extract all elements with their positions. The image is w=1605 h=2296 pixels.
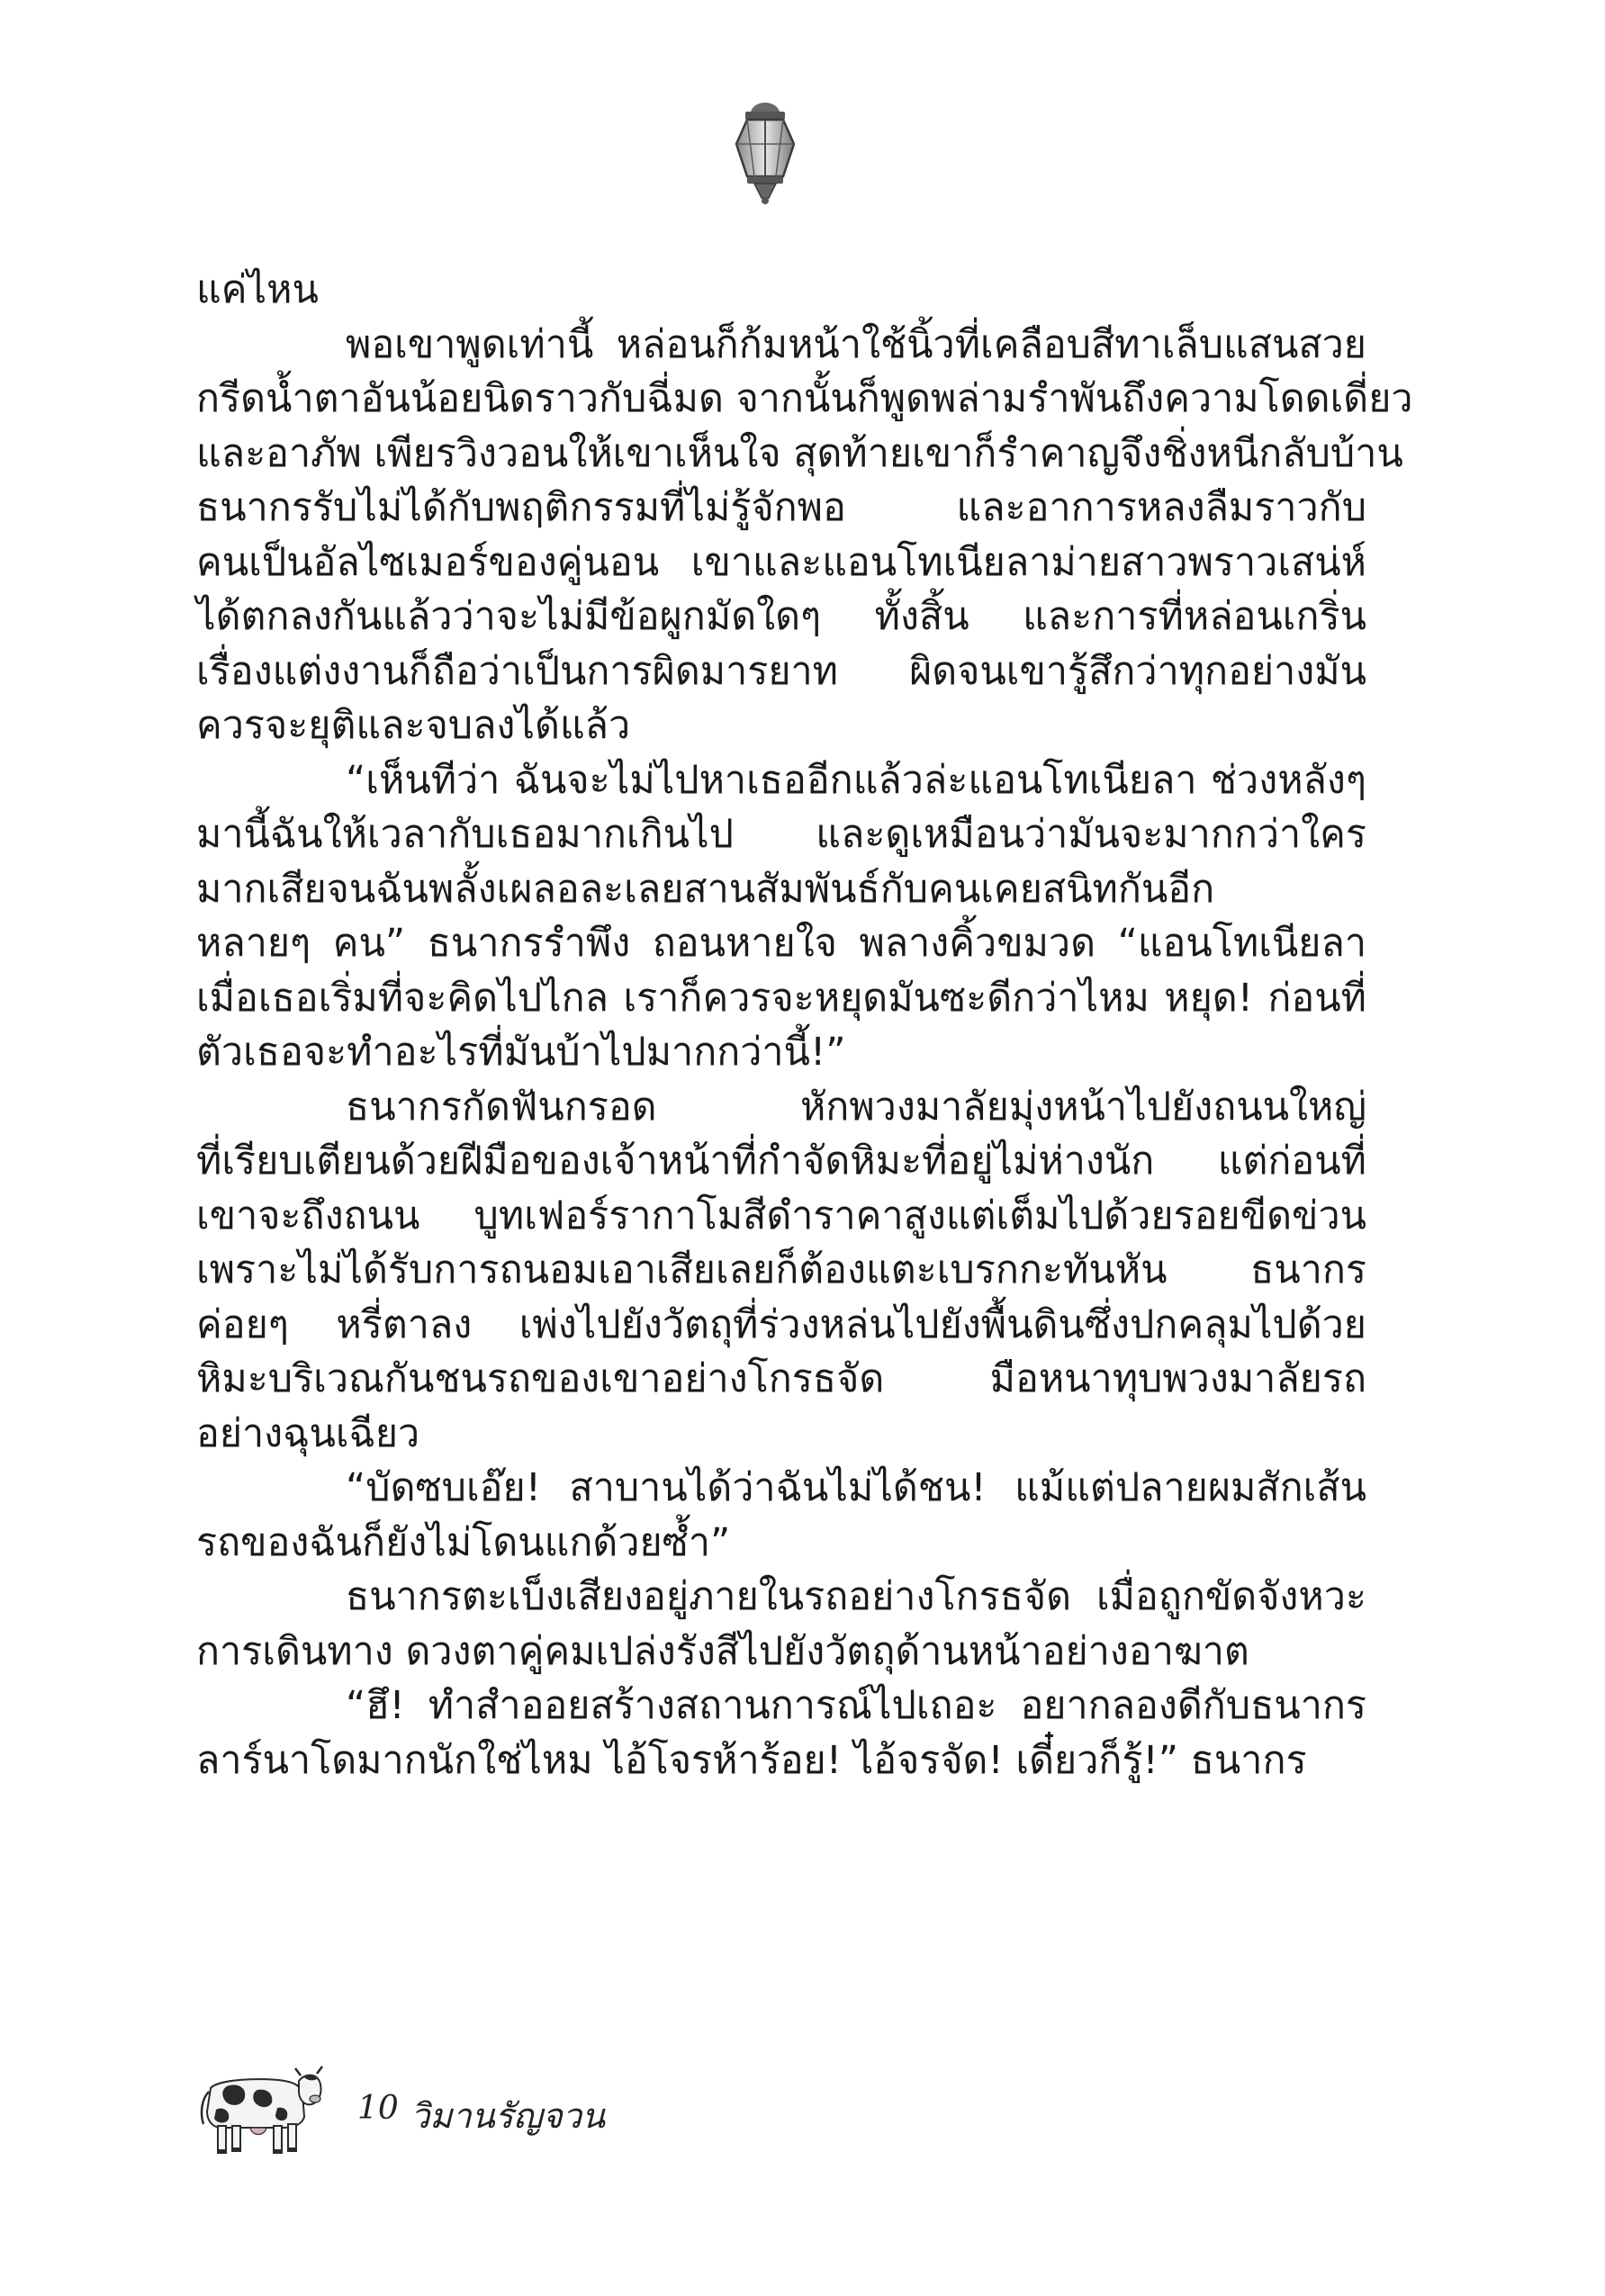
text-line: ตัวเธอจะทำอะไรที่มันบ้าไปมากกว่านี้!” (196, 1030, 846, 1075)
text-line: เรื่องแต่งงานก็ถือว่าเป็นการผิดมารยาท ผิดจนเขารู้สึกว่าทุกอย่างมัน (196, 648, 1366, 694)
page-number: 10 (357, 2090, 399, 2127)
text-line: รถของฉันก็ยังไม่โดนแกด้วยซ้ำ” (196, 1519, 731, 1565)
paragraph (196, 1461, 1366, 1570)
book-title: วิมานรัญจวน (410, 2096, 606, 2136)
paragraph (196, 1679, 1366, 1787)
text-line: การเดินทาง ดวงตาคู่คมเปล่งรังสีไปยังวัตถุด้านหน้าอย่างอาฆาต (196, 1628, 1249, 1674)
text-line: คนเป็นอัลไซเมอร์ของคู่นอน เขาและแอนโทเนียลาม่ายสาวพราวเสน่ห์ (196, 539, 1366, 585)
text-line: และอาภัพ เพียรวิงวอนให้เขาเห็นใจ สุดท้ายเขาก็รำคาญจึงชิ่งหนีกลับบ้าน (196, 430, 1403, 476)
text-line: “บัดซบเอ๊ย! สาบานได้ว่าฉันไม่ได้ชน! แม้แต่ปลายผมสักเส้น (346, 1465, 1366, 1510)
text-line: เขาจะถึงถนน บูทเฟอร์รากาโมสีดำราคาสูงแต่เต็มไปด้วยรอยขีดข่วน (196, 1193, 1366, 1238)
text-line: เมื่อเธอเริ่มที่จะคิดไปไกล เราก็ควรจะหยุดมันซะดีกว่าไหม หยุด! ก่อนที่ (196, 975, 1366, 1021)
text-line: เพราะไม่ได้รับการถนอมเอาเสียเลยก็ต้องแตะเบรกกะทันหัน ธนากร (196, 1247, 1366, 1292)
paragraph (196, 753, 1366, 1080)
text-line: ธนากรกัดฟันกรอด หักพวงมาลัยมุ่งหน้าไปยังถนนใหญ่ (346, 1084, 1366, 1130)
text-line: ได้ตกลงกันแล้วว่าจะไม่มีข้อผูกมัดใดๆ ทั้งสิ้น และการที่หล่อนเกริ่น (196, 594, 1366, 639)
text-line: ลาร์นาโดมากนักใช่ไหม ไอ้โจรห้าร้อย! ไอ้จรจัด! เดี๋ยวก็รู้!” ธนากร (196, 1737, 1307, 1783)
text-line: กรีดน้ำตาอันน้อยนิดราวกับฉี่มด จากนั้นก็พูดพล่ามรำพันถึงความโดดเดี่ยว (196, 376, 1413, 421)
text-line: ธนากรรับไม่ได้กับพฤติกรรมที่ไม่รู้จักพอ และอาการหลงลืมราวกับ (196, 485, 1366, 530)
text-line: “ฮึ! ทำสำออยสร้างสถานการณ์ไปเถอะ อยากลองดีกับธนากร (346, 1683, 1366, 1728)
text-line: “เห็นทีว่า ฉันจะไม่ไปหาเธออีกแล้วล่ะแอนโทเนียลา ช่วงหลังๆ (346, 757, 1366, 803)
text-line: หลายๆ คน” ธนากรรำพึง ถอนหายใจ พลางคิ้วขมวด “แอนโทเนียลา (196, 921, 1366, 966)
text-line: แค่ไหน (196, 267, 319, 312)
paragraph (196, 1570, 1366, 1679)
cow-icon (191, 2054, 326, 2162)
text-line: ธนากรตะเบ็งเสียงอยู่ภายในรถอย่างโกรธจัด เมื่อถูกขัดจังหวะ (346, 1574, 1366, 1619)
page-footer (191, 2054, 821, 2171)
text-line: มากเสียจนฉันพลั้งเผลอละเลยสานสัมพันธ์กับคนเคยสนิทกันอีก (196, 866, 1215, 912)
text-line: ค่อยๆ หรี่ตาลง เพ่งไปยังวัตถุที่ร่วงหล่นไปยังพื้นดินซึ่งปกคลุมไปด้วย (196, 1301, 1366, 1347)
paragraph (196, 318, 1413, 753)
text-line: พอเขาพูดเท่านี้ หล่อนก็ก้มหน้าใช้นิ้วที่เคลือบสีทาเล็บแสนสวย (346, 321, 1366, 367)
chapter-body-text (196, 263, 1413, 1787)
text-line: อย่างฉุนเฉียว (196, 1410, 420, 1456)
text-line: มานี้ฉันให้เวลากับเธอมากเกินไป และดูเหมือนว่ามันจะมากกว่าใคร (196, 812, 1366, 857)
text-line: หิมะบริเวณกันชนรถของเขาอย่างโกรธจัด มือหนาทุบพวงมาลัยรถ (196, 1356, 1366, 1401)
paragraph (196, 1080, 1366, 1462)
lantern-icon (731, 101, 799, 205)
paragraph (196, 263, 1366, 318)
text-line: ควรจะยุติและจบลงได้แล้ว (196, 703, 631, 748)
text-line: ที่เรียบเตียนด้วยฝีมือของเจ้าหน้าที่กำจัดหิมะที่อยู่ไม่ห่างนัก แต่ก่อนที่ (196, 1139, 1366, 1184)
